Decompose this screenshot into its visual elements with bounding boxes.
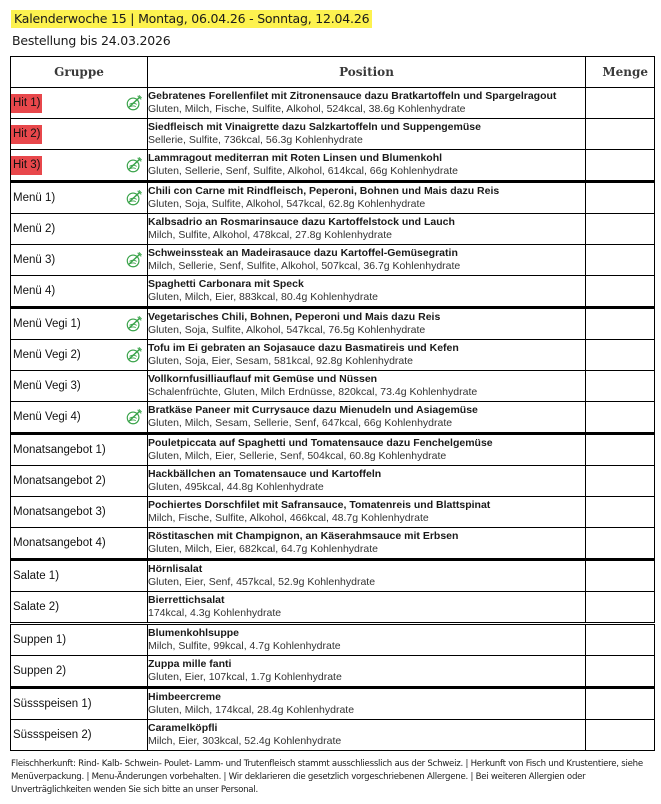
position-cell [148,340,586,371]
group-label: Monatsangebot 3) [13,505,106,518]
table-row [11,371,655,402]
group-label: Menü 2) [13,222,56,235]
eco-leaf-fork-icon [125,251,143,269]
dish-name: Caramelköpfli [148,722,218,734]
quantity-cell[interactable] [586,371,655,402]
dish-name: Hörnlisalat [148,563,203,575]
dish-allergens-nutrition: Milch, Sellerie, Senf, Sulfite, Alkohol, 507kcal, 36.7g Kohlenhydrate [148,260,461,272]
group-label: Suppen 2) [13,664,67,677]
eco-leaf-fork-icon [125,408,143,426]
quantity-cell[interactable] [586,497,655,528]
group-cell [11,371,148,402]
dish-name: Himbeercreme [148,691,221,703]
quantity-cell[interactable] [586,340,655,371]
table-row [11,624,655,656]
position-cell [148,528,586,560]
position-cell [148,560,586,592]
group-label: Monatsangebot 1) [13,443,106,456]
position-cell [148,150,586,182]
quantity-cell[interactable] [586,688,655,720]
dish-allergens-nutrition: Gluten, Eier, Senf, 457kcal, 52.9g Kohlenhydrate [148,576,376,588]
quantity-cell[interactable] [586,624,655,656]
dish-allergens-nutrition: Gluten, Soja, Sulfite, Alkohol, 547kcal, 62.8g Kohlenhydrate [148,198,426,210]
column-header-quantity: Menge [586,57,655,88]
dish-name: Pouletpiccata auf Spaghetti und Tomatensauce dazu Fenchelgemüse [148,437,493,449]
dish-name: Spaghetti Carbonara mit Speck [148,278,304,290]
group-label: Menü Vegi 4) [13,410,81,423]
dish-allergens-nutrition: Gluten, Milch, Eier, 883kcal, 80.4g Kohlenhydrate [148,291,378,303]
dish-allergens-nutrition: Gluten, Eier, 107kcal, 1.7g Kohlenhydrate [148,671,342,683]
group-cell [11,624,148,656]
quantity-cell[interactable] [586,402,655,434]
group-cell [11,308,148,340]
dish-allergens-nutrition: Milch, Fische, Sulfite, Alkohol, 466kcal, 48.7g Kohlenhydrate [148,512,429,524]
position-cell [148,276,586,308]
table-row [11,720,655,751]
group-label: Suppen 1) [13,633,67,646]
dish-name: Kalbsadrio an Rosmarinsauce dazu Kartoffelstock und Lauch [148,216,455,228]
group-label: Süssspeisen 1) [13,697,92,710]
group-label: Hit 1) [11,94,42,113]
group-label: Salate 2) [13,600,60,613]
dish-allergens-nutrition: Milch, Sulfite, Alkohol, 478kcal, 27.8g Kohlenhydrate [148,229,392,241]
group-label: Menü 4) [13,284,56,297]
position-cell [148,88,586,119]
menu-table [10,56,655,751]
dish-name: Hackbällchen an Tomatensauce und Kartoffeln [148,468,382,480]
dish-name: Schweinssteak an Madeirasauce dazu Kartoffel-Gemüsegratin [148,247,458,259]
group-cell [11,656,148,688]
order-deadline: Bestellung bis 24.03.2026 [12,33,171,48]
group-cell [11,497,148,528]
eco-leaf-fork-icon [125,315,143,333]
group-cell [11,402,148,434]
position-cell [148,688,586,720]
position-cell [148,466,586,497]
position-cell [148,624,586,656]
dish-allergens-nutrition: Gluten, Milch, 174kcal, 28.4g Kohlenhydrate [148,704,355,716]
quantity-cell[interactable] [586,214,655,245]
dish-name: Bratkäse Paneer mit Currysauce dazu Mienudeln und Asiagemüse [148,404,478,416]
quantity-cell[interactable] [586,276,655,308]
group-cell [11,182,148,214]
table-row [11,340,655,371]
position-cell [148,497,586,528]
group-cell [11,150,148,182]
group-label: Menü 1) [13,191,56,204]
group-label: Süssspeisen 2) [13,728,92,741]
quantity-cell[interactable] [586,528,655,560]
group-label: Monatsangebot 2) [13,474,106,487]
dish-allergens-nutrition: Sellerie, Sulfite, 736kcal, 56.3g Kohlenhydrate [148,134,363,146]
dish-name: Vegetarisches Chili, Bohnen, Peperoni und Mais dazu Reis [148,311,441,323]
group-label: Salate 1) [13,569,60,582]
group-cell [11,592,148,624]
quantity-cell[interactable] [586,720,655,751]
dish-allergens-nutrition: Milch, Sulfite, 99kcal, 4.7g Kohlenhydrate [148,640,341,652]
dish-allergens-nutrition: Gluten, Milch, Eier, Sellerie, Senf, 504kcal, 60.8g Kohlenhydrate [148,450,447,462]
table-row [11,497,655,528]
quantity-cell[interactable] [586,592,655,624]
dish-allergens-nutrition: Gluten, Sellerie, Senf, Sulfite, Alkohol, 614kcal, 66g Kohlenhydrate [148,165,458,177]
table-row [11,688,655,720]
table-row [11,119,655,150]
table-row [11,308,655,340]
quantity-cell[interactable] [586,119,655,150]
dish-name: Blumenkohlsuppe [148,627,240,639]
quantity-cell[interactable] [586,245,655,276]
group-cell [11,466,148,497]
group-label: Menü Vegi 2) [13,348,81,361]
table-row [11,592,655,624]
group-cell [11,214,148,245]
position-cell [148,245,586,276]
group-cell [11,528,148,560]
dish-name: Zuppa mille fanti [148,658,232,670]
table-row [11,560,655,592]
group-cell [11,688,148,720]
group-label: Hit 2) [11,125,42,144]
table-row [11,466,655,497]
position-cell [148,371,586,402]
position-cell [148,656,586,688]
position-cell [148,308,586,340]
group-cell [11,245,148,276]
dish-name: Bierrettichsalat [148,594,225,606]
group-cell [11,276,148,308]
dish-allergens-nutrition: Gluten, Milch, Sesam, Sellerie, Senf, 647kcal, 66g Kohlenhydrate [148,417,453,429]
quantity-cell[interactable] [586,150,655,182]
eco-leaf-fork-icon [125,94,143,112]
quantity-cell[interactable] [586,182,655,214]
table-row [11,150,655,182]
position-cell [148,592,586,624]
dish-allergens-nutrition: Gluten, Milch, Fische, Sulfite, Alkohol, 524kcal, 38.6g Kohlenhydrate [148,103,466,115]
table-row [11,88,655,119]
dish-name: Siedfleisch mit Vinaigrette dazu Salzkartoffeln und Suppengemüse [148,121,481,133]
eco-leaf-fork-icon [125,346,143,364]
footer-disclaimer: Fleischherkunft: Rind- Kalb- Schwein- Poulet- Lamm- und Trutenfleisch stammt ausschliesslich aus der Schweiz. | Herkunft von Fisch und Krustentiere, siehe Menüverpackung. | Menu-Änderungen vorbehalten. | Wir deklarieren die gesetzlich vorgeschriebenen Allergene. | Bei weiteren Allergien oder Unverträglichkeiten wenden Sie sich bitte an unser Personal. [11,759,643,795]
group-label: Menü Vegi 1) [13,317,81,330]
quantity-cell[interactable] [586,466,655,497]
dish-name: Chili con Carne mit Rindfleisch, Peperoni, Bohnen und Mais dazu Reis [148,185,500,197]
dish-allergens-nutrition: Gluten, Soja, Sulfite, Alkohol, 547kcal, 76.5g Kohlenhydrate [148,324,426,336]
table-row [11,434,655,466]
group-cell [11,340,148,371]
group-label: Menü Vegi 3) [13,379,81,392]
position-cell [148,720,586,751]
dish-name: Pochiertes Dorschfilet mit Safransauce, Tomatenreis und Blattspinat [148,499,491,511]
dish-name: Vollkornfusilliauflauf mit Gemüse und Nüssen [148,373,378,385]
quantity-cell[interactable] [586,434,655,466]
column-header-position: Position [148,57,586,88]
position-cell [148,119,586,150]
position-cell [148,434,586,466]
group-label: Monatsangebot 4) [13,536,106,549]
position-cell [148,402,586,434]
dish-allergens-nutrition: Milch, Eier, 303kcal, 52.4g Kohlenhydrate [148,735,342,747]
table-row [11,402,655,434]
table-row [11,214,655,245]
table-header-row [11,57,655,88]
group-cell [11,434,148,466]
group-label: Menü 3) [13,253,56,266]
group-cell [11,560,148,592]
dish-allergens-nutrition: Gluten, Milch, Eier, 682kcal, 64.7g Kohlenhydrate [148,543,378,555]
position-cell [148,214,586,245]
table-row [11,656,655,688]
column-header-group: Gruppe [11,57,148,88]
eco-leaf-fork-icon [125,189,143,207]
dish-name: Tofu im Ei gebraten an Sojasauce dazu Basmatireis und Kefen [148,342,459,354]
dish-name: Gebratenes Forellenfilet mit Zitronensauce dazu Bratkartoffeln und Spargelragout [148,90,557,102]
table-row [11,245,655,276]
group-cell [11,119,148,150]
quantity-cell[interactable] [586,308,655,340]
group-cell [11,720,148,751]
table-row [11,182,655,214]
table-row [11,528,655,560]
dish-allergens-nutrition: Gluten, 495kcal, 44.8g Kohlenhydrate [148,481,324,493]
quantity-cell[interactable] [586,88,655,119]
dish-allergens-nutrition: 174kcal, 4.3g Kohlenhydrate [148,607,282,619]
eco-leaf-fork-icon [125,156,143,174]
group-cell [11,88,148,119]
group-label: Hit 3) [11,156,42,175]
quantity-cell[interactable] [586,656,655,688]
dish-allergens-nutrition: Schalenfrüchte, Gluten, Milch Erdnüsse, 820kcal, 73.4g Kohlenhydrate [148,386,478,398]
dish-name: Röstitaschen mit Champignon, an Käserahmsauce mit Erbsen [148,530,459,542]
week-title: Kalenderwoche 15 | Montag, 06.04.26 - Sonntag, 12.04.26 [11,10,372,28]
dish-allergens-nutrition: Gluten, Soja, Eier, Sesam, 581kcal, 92.8g Kohlenhydrate [148,355,413,367]
table-row [11,276,655,308]
quantity-cell[interactable] [586,560,655,592]
position-cell [148,182,586,214]
dish-name: Lammragout mediterran mit Roten Linsen und Blumenkohl [148,152,443,164]
